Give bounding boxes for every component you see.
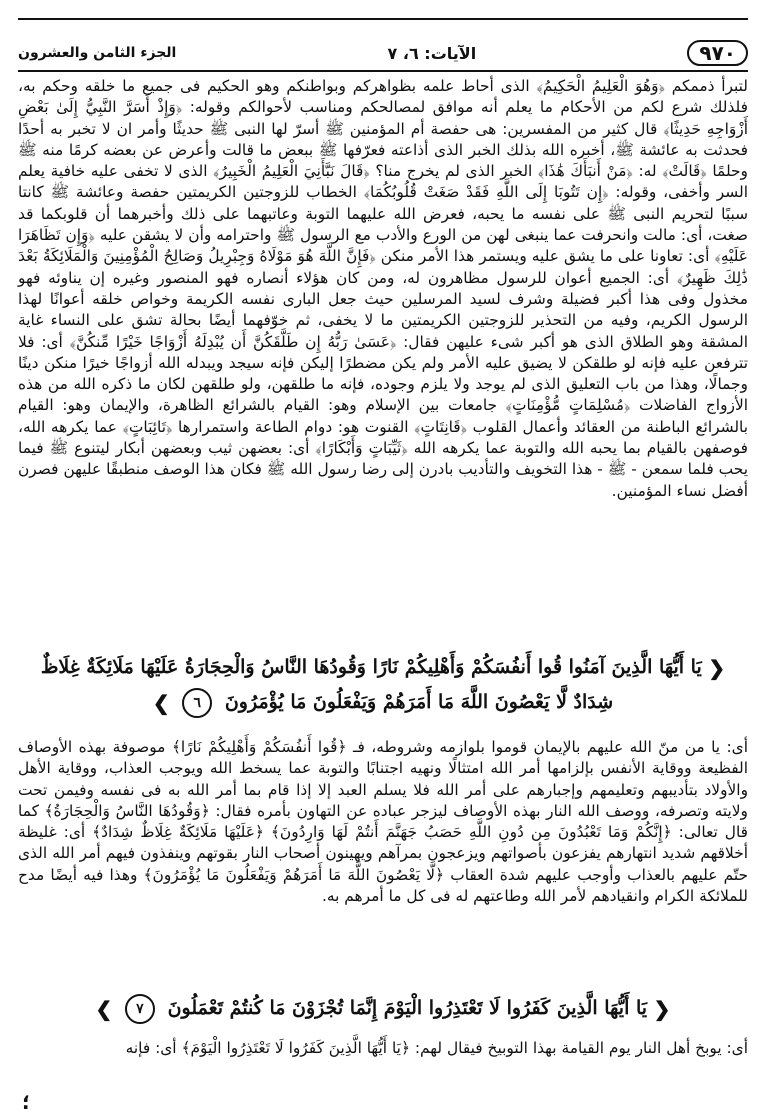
commentary-paragraph-2: أى: يا من منّ الله عليهم بالإيمان قوموا بلوازمه وشروطه، فـ ﴿قُوا أَنفُسَكُمْ وَأَهْلِيكُمْ نَارًا﴾ موصوفة بهذه الأوصاف الفظيعة ووقاية الأنفس بإلزامها أمر الله امتثالًا ونهيه اجتنابًا والتوبة عما يسخط الله ويوجب العذاب، ووقاية الأهل والأولاد بتأديبهم وتعليمهم وإجبارهم على أمر الله فلا يسلم العبد إلا إذا قام بما أمر الله به فى نفسه وفيمن تحت ولايته وتصرفه، ووصف الله النار بهذه الأوصاف ليزجر عباده عن التهاون بأمره فقال: ﴿وَقُودُهَا النَّاسُ وَالْحِجَارَةُ﴾ كما قال تعالى: ﴿إِنَّكُمْ وَمَا تَعْبُدُونَ مِن دُونِ اللَّهِ حَصَبُ جَهَنَّمَ أَنتُمْ لَهَا وَارِدُونَ﴾ ﴿عَلَيْهَا مَلَائِكَةٌ غِلَاظٌ شِدَادٌ﴾ أى: غليظة أخلاقهم شديد انتهارهم يفزعون بأصواتهم ويزعجون بمرآهم ويهينون أصحاب النار بقوتهم وينفذون فيهم أمر الله الذى حتّم عليهم بالعذاب وأوجب عليهم شدة العقاب ﴿لَّا يَعْصُونَ اللَّهَ مَا أَمَرَهُمْ وَيَفْعَلُونَ مَا يُؤْمَرُونَ﴾ وهذا فيه أيضًا مدح للملائكة الكرام وانقيادهم لأمر الله وطاعتهم له فى كل ما أمرهم به. [18, 738, 748, 906]
commentary-paragraph-3: أى: يوبخ أهل النار يوم القيامة بهذا التوبيخ فيقال لهم: ﴿يَا أَيُّهَا الَّذِينَ كَفَرُوا لَا تَعْتَذِرُوا الْيَوْمَ﴾ أى: فإنه [125, 1039, 748, 1057]
ayah-number-badge: ٦ [182, 688, 212, 718]
header-juz-title: الجزء الثامن والعشرون [18, 45, 177, 61]
verse-open-ornament: ❮ [708, 656, 726, 680]
commentary-paragraph-1: لتبرأ ذممكم ﴿وَهُوَ الْعَلِيمُ الْحَكِيمُ﴾ الذى أحاط علمه بظواهركم وبواطنكم وهو الحكيم فى جميع ما خلقه وحكم به، فلذلك شرع لكم من الأحكام ما يعلم أنه موافق لمصالحكم ومناسب لأحوالكم وقوله: ﴿وَإِذْ أَسَرَّ النَّبِيُّ إِلَىٰ بَعْضِ أَزْوَاجِهِ حَدِيثًا﴾ قال كثير من المفسرين: هى حفصة أم المؤمنين ﷺ أسرّ لها النبى ﷺ حديثًا وأمر ان لا تخبر به أحدًا فحدثت به عائشة ﷺ، أخبره الله بذلك الخبر الذى أذاعته فعرّفها ﷺ ببعض ما قالت وأعرض عن بعضه كرمًا منه ﷺ وحلمًا ﴿قَالَتْ﴾ له: ﴿مَنْ أَنبَأَكَ هَٰذَا﴾ الخبر الذى لم يخرج منا؟ ﴿قَالَ نَبَّأَنِيَ الْعَلِيمُ الْخَبِيرُ﴾ الذى لا تخفى عليه خافية يعلم السر وأخفى، وقوله: ﴿إِن تَتُوبَا إِلَى اللَّهِ فَقَدْ صَغَتْ قُلُوبُكُمَا﴾ الخطاب للزوجتين الكريمتين حفصة وعائشة ﷺ كانتا سببًا لتحريم النبى ﷺ على نفسه ما يحبه، فعرض الله عليهما التوبة وعاتبهما على ذلك وأخبرهما أن قلوبكما قد صغت، أى: مالت وانحرفت عما ينبغى لهن من الورع والأدب مع الرسول ﷺ واحترامه وأن لا يشقن عليه ﴿وَإِن تَظَاهَرَا عَلَيْهِ﴾ أى: تعاونا على ما يشق عليه ويستمر هذا الأمر منكن ﴿فَإِنَّ اللَّهَ هُوَ مَوْلَاهُ وَجِبْرِيلُ وَصَالِحُ الْمُؤْمِنِينَ وَالْمَلَائِكَةُ بَعْدَ ذَٰلِكَ ظَهِيرٌ﴾ أى: الجميع أعوان للرسول مظاهرون له، ومن كان هؤلاء أنصاره فهو المنصور وغيره إن يناوئه فهو مخذول وفى هذا أكبر فضيلة وشرف لسيد المرسلين حيث جعل البارى نفسه الكريمة وخواص خلقه أعوانًا لهذا الرسول الكريم، وفيه من التحذير للزوجتين الكريمتين ما لا يخفى، ثم خوّفهما أيضًا بحالة تشق على النساء غاية المشقة وهو الطلاق الذى هو أكبر شىء عليهن فقال: ﴿عَسَىٰ رَبُّهُ إِن طَلَّقَكُنَّ أَن يُبْدِلَهُ أَزْوَاجًا خَيْرًا مِّنكُنَّ﴾ أى: فلا تترفعن عليه فإنه لو طلقكن لا يضيق عليه الأمر ولم يكن مضطرًا إليكن فإنه سيجد ويبدله الله أزواجًا خيرًا منكن دينًا وجمالًا، وهذا من باب التعليق الذى لم يوجد ولا يلزم وجوده، فإنه ما طلقهن، ولو طلقهن لكان ما ذكره الله من هذه الأزواج الفاضلات ﴿مُسْلِمَاتٍ مُّؤْمِنَاتٍ﴾ جامعات بين الإسلام وهو: القيام بالشرائع الظاهرة، والإيمان وهو: القيام بالشرائع الباطنة من العقائد وأعمال القلوب ﴿قَانِتَاتٍ﴾ القنوت هو: دوام الطاعة واستمرارها ﴿تَائِبَاتٍ﴾ عما يكرهه الله، فوصفهن بالقيام بما يحبه الله والتوبة عما يكرهه الله ﴿ثَيِّبَاتٍ وَأَبْكَارًا﴾ أى: بعضهن ثيب وبعضهن أبكار ليتنوع ﷺ فيما يحب فلما سمعن - ﷺ - هذا التخويف والتأديب بادرن إلى رضا رسول الله ﷺ فكان هذا الوصف منطبقًا عليهن فصرن أفضل نساء المؤمنين. [18, 77, 748, 500]
verse-open-ornament: ❮ [653, 997, 671, 1021]
verse-text: يَا أَيُّهَا الَّذِينَ كَفَرُوا لَا تَعْتَذِرُوا الْيَوْمَ إِنَّمَا تُجْزَوْنَ مَا كُنتُمْ تَعْمَلُونَ [167, 997, 648, 1019]
page-number: ٩٧٠ [687, 40, 748, 66]
verse-close-ornament: ❯ [152, 691, 170, 715]
book-page [18, 10, 748, 1114]
header-rule [18, 70, 748, 72]
verse-close-ornament: ❯ [95, 997, 113, 1021]
catchword-mark: ؛ [22, 1090, 30, 1114]
page-header [18, 40, 748, 66]
verse-text: يَا أَيُّهَا الَّذِينَ آمَنُوا قُوا أَنفُسَكُمْ وَأَهْلِيكُمْ نَارًا وَقُودُهَا النَّاسُ وَالْحِجَارَةُ عَلَيْهَا مَلَائِكَةٌ غِلَاظٌ شِدَادٌ لَّا يَعْصُونَ اللَّهَ مَا أَمَرَهُمْ وَيَفْعَلُونَ مَا يُؤْمَرُونَ [40, 656, 702, 713]
quran-verse-6 [18, 650, 748, 720]
top-rule [18, 18, 748, 20]
ayah-number-badge: ٧ [125, 994, 155, 1024]
quran-verse-7 [18, 991, 748, 1026]
header-ayat-range: الآيات: ٦، ٧ [387, 43, 477, 63]
